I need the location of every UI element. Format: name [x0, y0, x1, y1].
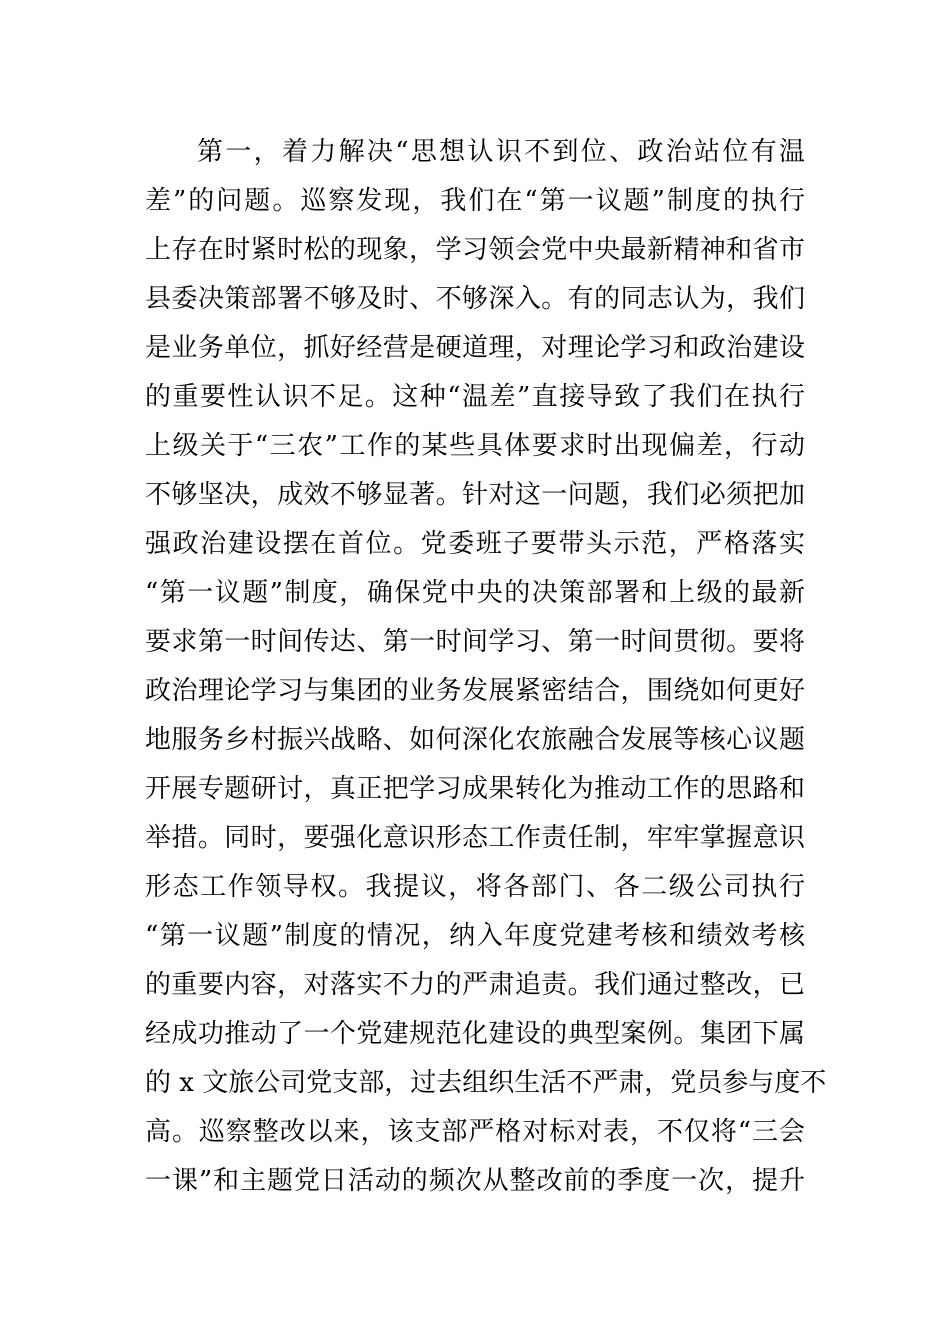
- paragraph-line: 的 x 文旅公司党支部，过去组织生活不严肃，党员参与度不: [145, 1068, 827, 1098]
- paragraph-line: 经成功推动了一个党建规范化建设的典型案例。集团下属: [145, 1019, 805, 1049]
- paragraph-line: 上级关于“三农”工作的某些具体要求时出现偏差，行动: [145, 431, 805, 461]
- paragraph-line: 高。巡察整改以来，该支部严格对标对表，不仅将“三会: [145, 1117, 805, 1147]
- paragraph-line: 形态工作领导权。我提议，将各部门、各二级公司执行: [145, 872, 805, 902]
- paragraph-line: 地服务乡村振兴战略、如何深化农旅融合发展等核心议题: [145, 725, 805, 755]
- paragraph-line: 要求第一时间传达、第一时间学习、第一时间贯彻。要将: [145, 627, 805, 657]
- paragraph-line: 上存在时紧时松的现象，学习领会党中央最新精神和省市: [145, 235, 805, 265]
- paragraph-line: 是业务单位，抓好经营是硬道理，对理论学习和政治建设: [145, 333, 805, 363]
- paragraph-line: 的重要性认识不足。这种“温差”直接导致了我们在执行: [145, 382, 805, 412]
- paragraph-line: 第一，着力解决“思想认识不到位、政治站位有温: [197, 137, 805, 167]
- paragraph-line: 举措。同时，要强化意识形态工作责任制，牢牢掌握意识: [145, 823, 805, 853]
- paragraph-line: 县委决策部署不够及时、不够深入。有的同志认为，我们: [145, 284, 805, 314]
- paragraph-line: “第一议题”制度的情况，纳入年度党建考核和绩效考核: [145, 921, 805, 951]
- paragraph-line: “第一议题”制度，确保党中央的决策部署和上级的最新: [145, 578, 805, 608]
- paragraph-line: 一课”和主题党日活动的频次从整改前的季度一次，提升: [145, 1166, 805, 1196]
- paragraph-line: 政治理论学习与集团的业务发展紧密结合，围绕如何更好: [145, 676, 805, 706]
- paragraph-line: 的重要内容，对落实不力的严肃追责。我们通过整改，已: [145, 970, 805, 1000]
- paragraph-line: 不够坚决，成效不够显著。针对这一问题，我们必须把加: [145, 480, 805, 510]
- paragraph-line: 开展专题研讨，真正把学习成果转化为推动工作的思路和: [145, 774, 805, 804]
- paragraph-line: 差”的问题。巡察发现，我们在“第一议题”制度的执行: [145, 186, 805, 216]
- body-paragraph: [145, 128, 827, 1206]
- paragraph-line: 强政治建设摆在首位。党委班子要带头示范，严格落实: [145, 529, 805, 559]
